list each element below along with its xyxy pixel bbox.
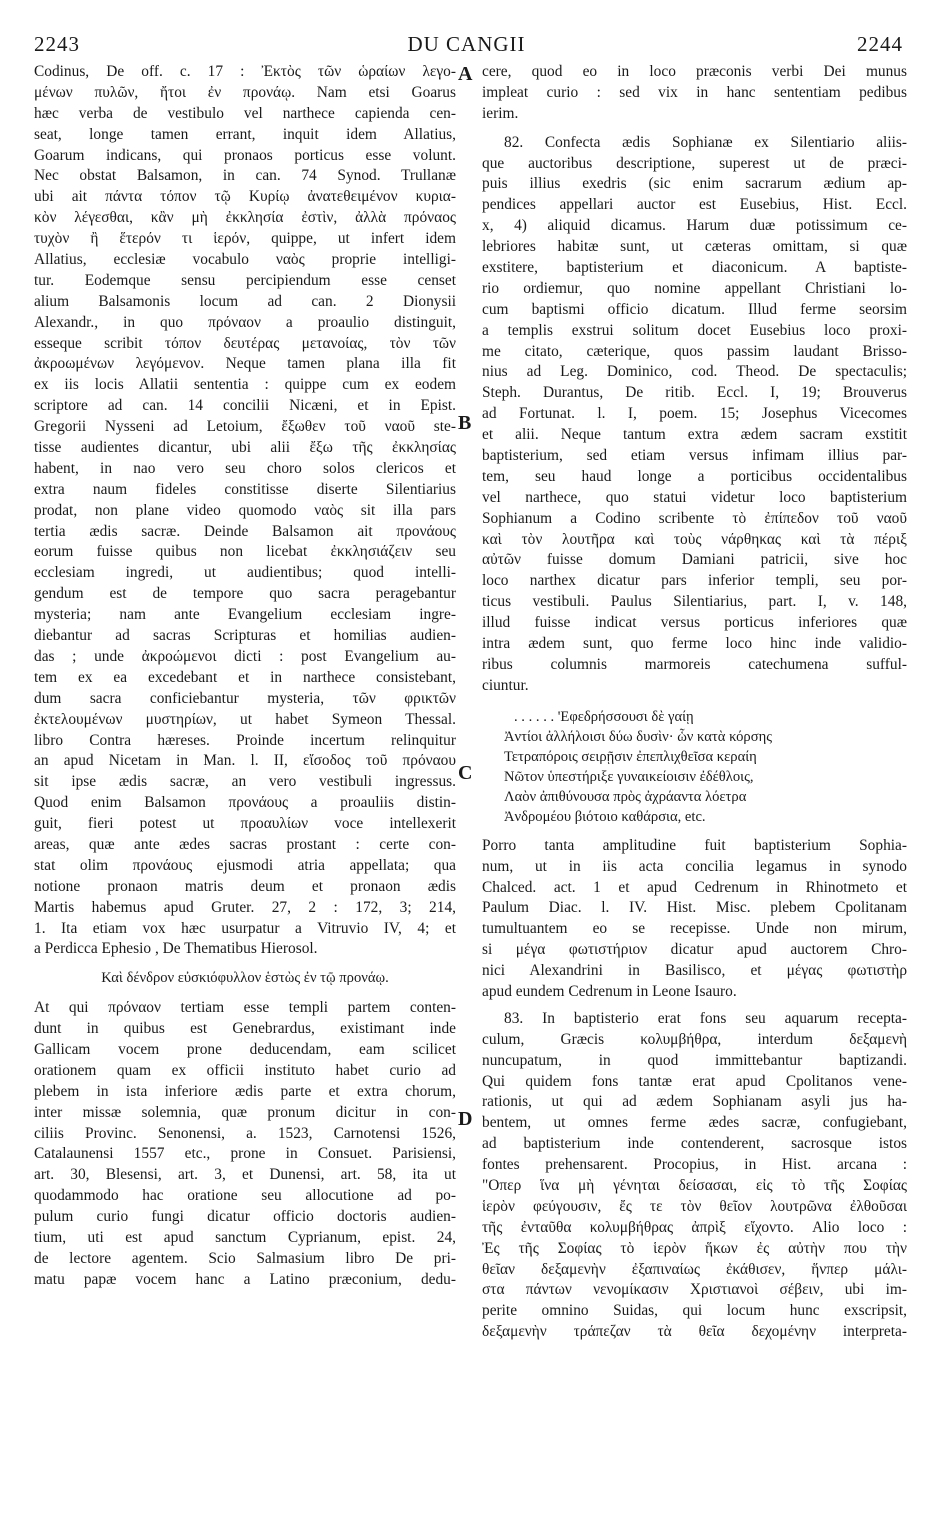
text-line: de lectore agentem. Scio Salmasium libro De pri-	[34, 1249, 456, 1267]
text-line: extra naum fideles constitisse diserte Silentiarius	[34, 480, 456, 498]
page-number-left: 2243	[34, 32, 80, 56]
running-title: DU CANGII	[407, 32, 526, 56]
text-line: tem ex ea excedebant et in narthece consistebant,	[34, 668, 456, 686]
verse-quotation: Καὶ δένδρον εὐσκιόφυλλον ἑστὼς ἐν τῷ προνάῳ.	[101, 970, 389, 987]
text-line: Gregorii Nysseni ad Letoium, ἔξωθεν τοῦ ναοῦ ste-	[34, 418, 456, 436]
paragraph-gap	[482, 125, 907, 133]
verse-line: Ἀντίοι ἀλλήλοισι δύω δυσὶν· ὧν κατὰ κόρσης	[504, 728, 772, 745]
paragraph-gap	[482, 697, 907, 707]
verse-line: Ἀνδρομέου βιότοιο καθάρσια, etc.	[504, 808, 706, 825]
paragraph-gap	[34, 989, 456, 998]
text-line: ciuntur.	[482, 676, 529, 694]
text-line: notione pronaon matris deum et pronaon ædis	[34, 877, 456, 895]
text-line: δεξαμενὴν τράπεζαν τὰ θεῖα δεχομένην interpreta-	[482, 1323, 907, 1341]
text-line: quodammodo hac oratione seu allocutione ad po-	[34, 1187, 456, 1205]
text-line: lebriores habitæ sunt, ut cæteras omittam, si quæ	[482, 238, 907, 256]
text-line: rationis, ut qui ad ædem Sophianam asyli jus ha-	[482, 1093, 907, 1111]
text-line: que auctoribus descriptione, superest ut de præci-	[482, 154, 907, 172]
text-line: στα πάντων νενομίκασιν Χριστιανοὶ σέβειν, ubi im-	[482, 1281, 907, 1299]
text-line: inter missæ solemnia, quæ pronum dicitur in con-	[34, 1103, 456, 1121]
text-line: Allatius, ecclesiæ vocabulo ναὸς proprie intelligi-	[34, 251, 456, 269]
text-line: gendum est de tempore quo sacra peragebantur	[34, 585, 456, 603]
text-line: nuncupatum, in quod immittebantur baptizandi.	[482, 1051, 907, 1069]
text-line: habent, in nao vero seu choro solos clericos et	[34, 459, 456, 477]
right-column	[482, 62, 907, 1343]
margin-letter-c: C	[458, 762, 473, 784]
text-line: αὐτῶν fuisse domum Damiani patricii, sive hoc	[482, 551, 907, 569]
text-line: a templis exstrui solitum docet Eusebius loco proxi-	[482, 321, 907, 339]
text-line: das ; unde ἀκροώμενοι dicti : post Evangelium au-	[34, 647, 456, 665]
text-line: sit ipse ædis sacræ, an vero vestibuli ingressus.	[34, 773, 456, 791]
text-line: Steph. Durantus, De ritib. Eccl. I, 19; Brouverus	[482, 384, 907, 402]
text-line: 83. In baptisterio erat fons seu aquarum recepta-	[504, 1009, 907, 1027]
text-line: intra ædem sunt, quo ferme loco hinc inde validio-	[482, 635, 907, 653]
verse-line: Νῶτον ὑπεστήριξε γυναικείοισιν ἐδέθλοις,	[504, 768, 754, 785]
text-line: illud fuisse indicat versus porticus inferiores quæ	[482, 614, 907, 632]
text-line: Codinus, De off. c. 17 : Ἐκτὸς τῶν ὡραίων λεγο-	[34, 63, 456, 80]
text-line: seat, longe tamen errant, inquit idem Allatius,	[34, 125, 456, 143]
verse-block	[482, 707, 907, 827]
text-line: ἱερὸν φεύγουσιν, ἔς τε τὸν θεῖον λουτρῶνα ἐλθοῦσαι	[482, 1197, 907, 1215]
text-line: perite omnino Suidas, qui locum hunc exscripsit,	[482, 1302, 907, 1320]
text-line: 82. Confecta ædis Sophianæ ex Silentiario aliis-	[504, 133, 907, 151]
text-line: exstitere, baptisterium et diaconicum. A baptiste-	[482, 259, 907, 277]
text-line: hæc verba de vestibulo vel narthece capienda cen-	[34, 104, 456, 122]
text-line: καὶ τὸν λουτῆρα καὶ τοὺς νάρθηκας καὶ τὰ πέριξ	[482, 530, 907, 548]
text-line: At qui πρόναον tertiam esse templi partem conten-	[34, 999, 456, 1017]
text-line: ex iis locis Allatii sententia : quippe cum ex eodem	[34, 376, 456, 394]
text-line: tertia ædis sacræ. Deinde Balsamon ait προνάους	[34, 522, 456, 540]
text-line: loco narthex dicatur pars inferior templi, seu por-	[482, 572, 907, 590]
text-line: eorum fuisse quibus non licebat ἐκκλησιάζειν seu	[34, 543, 456, 561]
text-line: dum sacra conficiebantur mysteria, τῶν φρικτῶν	[34, 689, 456, 707]
text-line: si μέγα φωτιστήριον dicatur apud auctorem Chro-	[482, 941, 907, 959]
text-line: Quod enim Balsamon προνάους a proauliis distin-	[34, 794, 456, 812]
text-line: Sophianum a Codino scribente τὸ ἐπίπεδον τοῦ ναοῦ	[482, 509, 907, 527]
text-line: prodat, non plane video quomodo ναὸς sit illa pars	[34, 501, 456, 519]
text-line: an apud Nicetam in Man. l. II, εἴσοδος τοῦ πρόναου	[34, 752, 456, 770]
paragraph	[482, 62, 907, 125]
page-number-right: 2244	[857, 32, 903, 56]
verse-line: Τετραπόροις σειρῇσιν ἐπεπλιχθεῖσα κεραίη	[504, 748, 757, 765]
paragraph-82	[482, 133, 907, 697]
text-line: scriptore ad can. 14 concilii Nicæni, et in Epist.	[34, 397, 456, 415]
text-line: Paulum Diac. l. IV. Hist. Misc. plebem Cpolitanam	[482, 899, 907, 917]
paragraph-83	[482, 1009, 907, 1343]
verse-line: Λαὸν ἀπιθύνουσα πρὸς ἀχράαντα λόετρα	[504, 788, 747, 805]
text-line: puis illius exedris (sic enim sacrarum ædium ap-	[482, 175, 907, 193]
text-line: dunt in quibus est Genebrardus, existimant inde	[34, 1020, 456, 1038]
text-line: nius ad Leg. Dominico, cod. Theod. De spectaculis;	[482, 363, 907, 381]
left-column	[34, 62, 456, 1291]
text-line: κὸν λέγεσθαι, κἂν μὴ ἐκκλησία ἐστὶν, ἀλλὰ πρόναος	[34, 209, 456, 227]
text-line: guit, fieri potest ut προαυλίων voce intellexerit	[34, 815, 456, 833]
text-line: ciliis Provinc. Senonensi, a. 1523, Carnotensi 1526,	[34, 1124, 456, 1142]
text-line: areas, quæ ante ædes sacras prostant : certe con-	[34, 835, 456, 853]
text-line: fontes prehensarent. Procopius, in Hist. arcana :	[482, 1156, 907, 1174]
text-line: pendices appellari auctor est Eusebius, Hist. Eccl.	[482, 196, 907, 214]
text-line: Nec obstat Balsamon, in can. 74 Synod. Trullanæ	[34, 167, 456, 185]
text-line: ubi ait πάντα τόπον τῷ Κυρίῳ ἀνατεθειμένον κυρια-	[34, 188, 456, 206]
text-line: impleat curio : sed vix in hanc sententiam pedibus	[482, 83, 907, 101]
text-line: Goarum indicans, qui pronaos porticus esse volunt.	[34, 146, 456, 164]
text-line: rio ordiemur, quo nomine appellant Christiani lo-	[482, 279, 907, 297]
text-line: alium Balsamonis locum ad can. 2 Dionysii	[34, 292, 456, 310]
text-line: Qui quidem fons tantæ erat apud Cpolitanos vene-	[482, 1072, 907, 1090]
text-line: plebem in ista inferiore ædis parte et extra chorum,	[34, 1082, 456, 1100]
text-line: art. 30, Blesensi, art. 3, et Dunensi, art. 58, ita ut	[34, 1166, 456, 1184]
text-line: esseque scribit τόπον δευτέρας μετανοίας, τὸν τῶν	[34, 334, 456, 352]
text-line: nici Alexandrini in Basilisco, et μέγας φωτιστὴρ	[482, 962, 907, 980]
margin-letter-d: D	[458, 1108, 473, 1130]
text-line: μένων πυλῶν, ἤτοι ἐν προνάῳ. Nam etsi Goarus	[34, 83, 456, 101]
text-line: "Οπερ ἵνα μὴ γένηται δείσασαι, εἰς τὸ τῆς Σοφίας	[482, 1176, 907, 1194]
text-line: mysteria; nam ante Evangelium ecclesiam ingre-	[34, 606, 456, 624]
text-line: pulum curio fungi dicatur officio doctoris audien-	[34, 1208, 456, 1226]
text-line: culum, Græcis κολυμβήθρα, interdum δεξαμενὴ	[482, 1030, 907, 1048]
text-line: ad baptisterium inde contenderent, sacrosque istos	[482, 1135, 907, 1153]
paragraph	[482, 836, 907, 1003]
text-line: Chalced. act. 1 et apud Cedrenum in Rhinotmeto et	[482, 878, 907, 896]
verse-line: . . . . . . 'Εφεδρήσσουσι δὲ γαίῃ	[514, 708, 694, 725]
paragraph-gap	[34, 960, 456, 968]
text-line: 1. Ita etiam vox hæc usurpatur a Vitruvio IV, 4; et	[34, 919, 456, 937]
text-line: a Perdicca Ephesio , De Thematibus Hierosol.	[34, 940, 318, 958]
text-line: baptisterium, sed etiam versus infimam illius par-	[482, 447, 907, 465]
text-line: vel narthece, quo statui videtur loco baptisterium	[482, 488, 907, 506]
text-line: τυχὸν ἢ ἕτερόν τι ἱερόν, quippe, ut infert idem	[34, 230, 456, 248]
text-line: θεῖαν δεξαμενὴν ἐξαπιναίως ἐκάθισεν, ἥνπερ μάλι-	[482, 1260, 907, 1278]
text-line: orationem quam ex officii instituto habet curio ad	[34, 1061, 456, 1079]
margin-letter-a: A	[458, 63, 473, 85]
text-line: Porro tanta amplitudine fuit baptisterium Sophia-	[482, 836, 907, 854]
text-line: tem, seu haud longe a porticibus occidentalibus	[482, 467, 907, 485]
text-line: stat olim προνάους ejusmodi atria appellata; qua	[34, 856, 456, 874]
text-line: x, 4) aliquid dicamus. Harum duæ potissimum ce-	[482, 217, 907, 235]
text-line: Catalaunensi 1557 etc., prone in Consuet. Parisiensi,	[34, 1145, 456, 1163]
text-line: matu papæ vocem hanc a Latino præconium, dedu-	[34, 1270, 456, 1288]
text-line: Gallicam vocem prone deducendam, eam scilicet	[34, 1040, 456, 1058]
text-line: num, ut in iis acta concilia legamus in synodo	[482, 857, 907, 875]
text-line: me citato, cæterique, quos passim laudant Brisso-	[482, 342, 907, 360]
running-head	[30, 32, 903, 62]
text-line: ticus vestibuli. Paulus Silentiarius, part. I, v. 148,	[482, 593, 907, 611]
text-line: libro Contra hæreses. Proinde incertum relinquitur	[34, 731, 456, 749]
text-line: ribus columnis marmoreis catechumena sufful-	[482, 655, 907, 673]
text-line: apud eundem Cedrenum in Leone Isauro.	[482, 982, 737, 1000]
text-line: Ἐς τῆς Σοφίας τὸ ἱερὸν ἥκων ἐς αὐτὴν που τὴν	[482, 1239, 907, 1257]
text-line: tur. Eodemque sensu percipiendum esse censet	[34, 271, 456, 289]
text-line: ἐκτελουμένων μυστηρίων, ut habet Symeon Thessal.	[34, 710, 456, 728]
text-line: tumultuantem eo se recepisse. Unde non mirum,	[482, 920, 907, 938]
text-line: cum baptismi officio dicatum. Illud ferme seorsim	[482, 300, 907, 318]
paragraph	[34, 998, 456, 1290]
margin-letter-b: B	[458, 412, 472, 434]
text-line: et alii. Neque tantum extra ædem sacram exstitit	[482, 426, 907, 444]
text-line: Alexandr., in quo πρόναον a proaulio distinguit,	[34, 313, 456, 331]
paragraph	[34, 62, 456, 960]
text-line: tium, uti est apud sanctum Cyprianum, epist. 24,	[34, 1228, 456, 1246]
text-line: ecclesiam ingredi, ut audientibus; quod intelli-	[34, 564, 456, 582]
text-line: Martis habemus apud Gruter. 27, 2 : 172, 3; 214,	[34, 898, 456, 916]
text-line: ἀκροωμένων λεγόμενον. Neque tamen plana illa fit	[34, 355, 456, 373]
text-line: cere, quod eo in loco præconis verbi Dei munus	[482, 63, 907, 80]
text-line: tisse audientes dicantur, ubi alii ἔξω τῆς ἐκκλησίας	[34, 439, 456, 457]
text-line: τῆς ἐνταῦθα κολυμβήθρας ἀπρὶξ εἴχοντο. Alio loco :	[482, 1218, 907, 1236]
paragraph-gap	[482, 827, 907, 836]
text-line: bentem, ut omnes ferme ædes sacræ, confugiebant,	[482, 1114, 907, 1132]
text-line: ad Fortunat. l. I, poem. 15; Josephus Vicecomes	[482, 405, 907, 423]
text-line: diebantur ad sacras Scripturas et homilias audien-	[34, 627, 456, 645]
text-line: ierim.	[482, 104, 519, 122]
